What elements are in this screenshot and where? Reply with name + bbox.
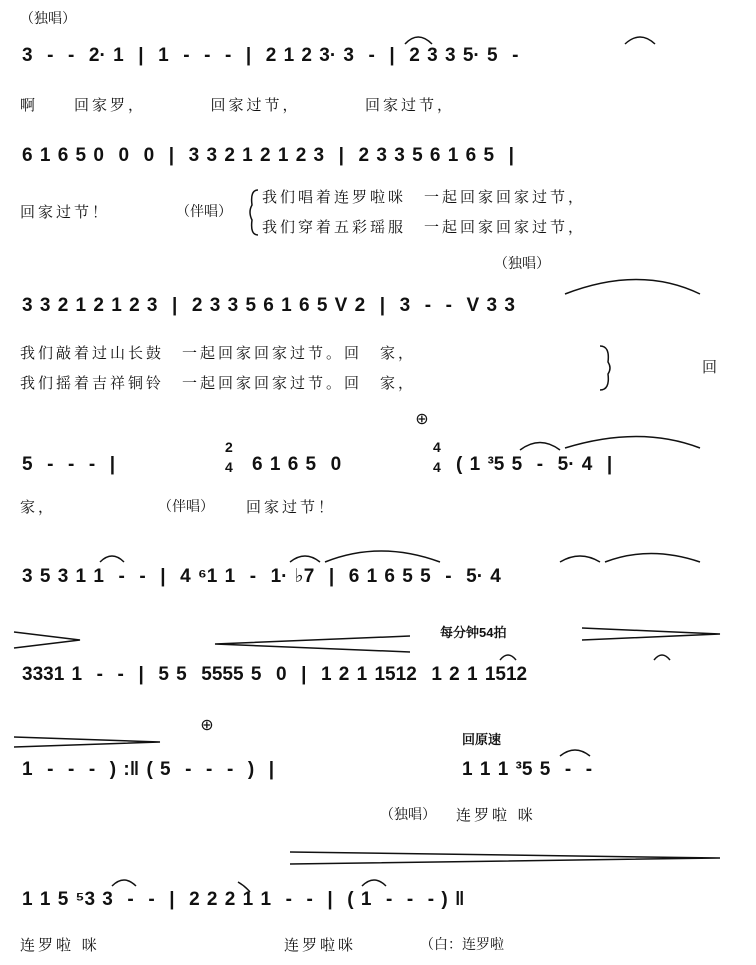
lyrics-line-8b: 连罗啦咪: [284, 936, 357, 954]
slur-3: [565, 280, 700, 295]
notation-line-7a: 1 - - - ) :‖ ( 5 - - - ) |: [22, 759, 275, 780]
tempo-marking: 每分钟54拍: [440, 625, 507, 640]
lyrics-line-2-verse2: 我们穿着五彩瑶服 一起回家回家过节，: [262, 218, 587, 236]
lyrics-line-8a: 连罗啦 咪: [20, 936, 100, 954]
hairpin-4: [14, 737, 160, 747]
slur-13: [560, 750, 590, 756]
lyrics-line-3-verse1: 我们敲着过山长鼓 一起回家回家过节。回 家，: [20, 344, 417, 362]
spoken-label: （白：连罗啦: [420, 937, 504, 953]
notation-line-8: 1 1 5 ⁵3 3 - - | 2 2 2 1 1 - - | ( 1 - - - ) ‖: [22, 889, 465, 910]
solo-label-1: （独唱）: [20, 11, 76, 27]
coda-sign-2-icon: ⊕: [200, 715, 214, 734]
notation-line-4a: 5 - - - |: [22, 454, 116, 475]
slur-8: [325, 551, 440, 562]
hairpin-3: [582, 628, 720, 640]
hairpin-2: [215, 636, 410, 652]
slur-2: [625, 37, 655, 44]
time-sig-4-4-bottom: 4: [433, 459, 441, 475]
coda-sign-icon: ⊕: [415, 409, 429, 428]
lyrics-line-3-verse2: 我们摇着吉祥铜铃 一起回家回家过节。回 家，: [20, 374, 417, 392]
slur-7: [290, 556, 320, 562]
slur-5: [565, 437, 700, 449]
notation-line-2: 6 1 6 5 0 0 0 | 3 3 2 1 2 1 2 3 | 2 3 3 5 6 1 6 5 |: [22, 145, 514, 166]
slur-14: [112, 880, 136, 886]
brace-2: [600, 346, 610, 390]
slur-11: [500, 655, 516, 660]
lyrics-line-1: 啊 回家罗， 回家过节， 回家过节，: [20, 96, 456, 114]
slur-4: [520, 443, 560, 451]
slur-12: [654, 655, 670, 660]
brace-1: [250, 190, 258, 235]
hairpin-1: [14, 632, 80, 648]
time-sig-2-4-bottom: 4: [225, 459, 233, 475]
slur-9: [560, 556, 600, 562]
notation-line-7b: 1 1 1 ³5 5 - -: [462, 759, 593, 780]
notation-line-4c: ( 1 ³5 5 - 5· 4 |: [456, 454, 613, 475]
slur-10: [605, 554, 700, 563]
notation-line-1: 3 - - 2· 1 | 1 - - - | 2 1 2 3· 3 - | 2 3 3 5· 5 -: [22, 45, 519, 66]
notation-line-3: 3 3 2 1 2 1 2 3 | 2 3 3 5 6 1 6 5 V 2 | 3 - - V 3 3: [22, 295, 515, 316]
solo-label-2: （独唱）: [494, 256, 550, 272]
lyrics-line-4: 家，: [20, 498, 57, 516]
lyrics-line-2-verse1: 我们唱着连罗啦咪 一起回家回家过节，: [262, 188, 587, 206]
breath-tie: [238, 882, 250, 892]
chorus-label-1: （伴唱）: [176, 204, 232, 220]
notation-line-6: 3331 1 - - | 5 5 5555 5 0 | 1 2 1 1512 1 2 1 1512: [22, 664, 528, 685]
lyrics-line-3-end: 回: [702, 358, 721, 376]
tempo-return: 回原速: [462, 732, 502, 747]
notation-line-5: 3 5 3 1 1 - - | 4 ⁶1 1 - 1· ♭7 | 6 1 6 5 5 - 5· 4: [22, 566, 501, 587]
lyrics-line-2-main: 回家过节！: [20, 203, 111, 221]
hairpin-5: [290, 852, 720, 864]
solo-label-3: （独唱）: [380, 807, 436, 823]
slur-1: [405, 37, 432, 44]
lyrics-line-4-tail: 回家过节！: [246, 498, 337, 516]
slur-6: [100, 556, 124, 562]
slur-15: [362, 880, 386, 886]
chorus-label-2: （伴唱）: [158, 499, 214, 515]
time-sig-4-4-top: 4: [433, 439, 441, 455]
notation-line-4b: 6 1 6 5 0: [252, 454, 342, 475]
time-sig-2-4-top: 2: [225, 439, 233, 455]
lyrics-line-7: 连罗啦 咪: [456, 806, 536, 824]
